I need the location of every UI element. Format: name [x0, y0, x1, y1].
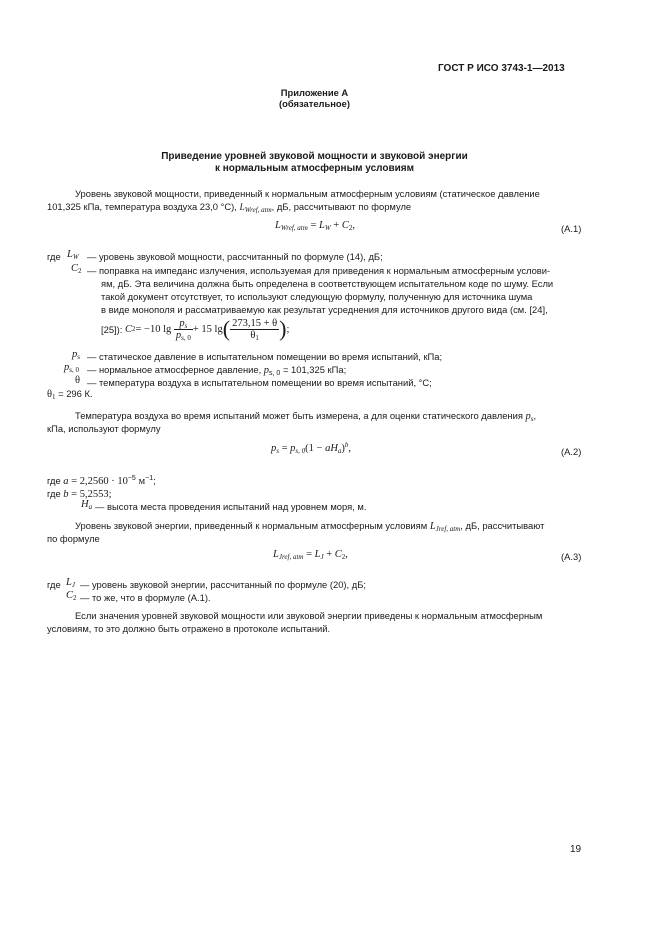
where-theta-symbol: θ: [75, 375, 81, 386]
where-lw-text: — уровень звуковой мощности, рассчитанный по формуле (14), дБ;: [87, 251, 383, 262]
where-c2-line3: такой документ отсутствует, то используют следующую формулу, полученную для источника шума: [101, 291, 533, 302]
annex-status: (обязательное): [279, 98, 350, 109]
where-c2b-text: — то же, что в формуле (A.1).: [80, 592, 211, 603]
where-lj-prefix: где: [47, 579, 61, 590]
where-ps-symbol: $p_s$: [72, 349, 80, 361]
where-lj-symbol: $L_J$: [66, 577, 75, 589]
section-title-line1: Приведение уровней звуковой мощности и звуковой энергии: [161, 151, 468, 162]
formula-a2-label: (A.2): [561, 446, 582, 457]
fraction-temp: $\frac{273,15 + \theta}{\theta_1}$: [232, 317, 278, 342]
where-c2-line4: в виде монополя и рассматриваемую как результат усреднения для источников другого вида (см. [24],: [101, 304, 548, 315]
formula-c2: [25]): C 2 = −10 lg $\frac{p_s}{p_{s, 0}}$ + 15 lg ( $\frac{273,15 + \theta}{\theta_1}$ ) ;: [101, 316, 290, 342]
page-number: 19: [570, 844, 582, 855]
formula-a1: $L_{Wref, atm} = L_W + C_2$,: [275, 220, 355, 232]
where-ps0-text: — нормальное атмосферное давление, $p_{s, 0} = 101,325$ кПа;: [87, 364, 347, 377]
where-theta1: $\theta_1 = 296$ К.: [47, 388, 93, 401]
para2-line2: кПа, используют формулу: [47, 423, 161, 434]
formula-a1-label: (A.1): [561, 223, 582, 234]
where-ps0-symbol: $p_{s, 0}$: [64, 362, 79, 374]
where-theta-text: — температура воздуха в испытательном помещении во время испытаний, °С;: [87, 377, 432, 388]
where-lj-text: — уровень звуковой энергии, рассчитанный по формуле (20), дБ;: [80, 579, 366, 590]
where-c2-symbol: $C_2$: [71, 263, 82, 275]
para3-line2: по формуле: [47, 533, 100, 544]
formula-a3-label: (A.3): [561, 551, 582, 562]
where-h-symbol: $H_a$: [81, 499, 93, 511]
para4-line2: условиям, то это должно быть отражено в протоколе испытаний.: [47, 623, 331, 634]
section-title-line2: к нормальным атмосферным условиям: [214, 163, 415, 174]
standard-header: ГОСТ Р ИСО 3743-1—2013: [438, 63, 565, 74]
where-h-text: — высота места проведения испытаний над уровнем моря, м.: [95, 501, 367, 512]
para2-line1: Температура воздуха во время испытаний может быть измерена, а для оценки статического давления $p_s$,: [75, 410, 537, 423]
annex-title: Приложение А: [280, 87, 349, 98]
para1-line2: 101,325 кПа, температура воздуха 23,0 °С), $L_{Wref, atm}$, дБ, рассчитывают по формуле: [47, 201, 412, 214]
para1-line1: Уровень звуковой мощности, приведенный к нормальным атмосферным условиям (статическое давление: [75, 188, 540, 199]
formula-a2: $p_s = p_{s, 0}(1 - aH_a)^b$,: [271, 441, 352, 455]
para4-line1: Если значения уровней звуковой мощности или звуковой энергии приведены к нормальным атмосферным: [75, 610, 543, 621]
where-b: где b = 5,2553;: [47, 488, 112, 500]
where-c2b-symbol: $C_2$: [66, 590, 77, 602]
where-a: где $a = 2,2560 \cdot 10^{-5}$ $м^{-1}$;: [47, 475, 156, 487]
formula-a3: $L_{Jref, atm} = L_J + C_2$,: [273, 549, 348, 561]
where-c2-line1: — поправка на импеданс излучения, используемая для приведения к нормальным атмосферным услови-: [87, 265, 551, 276]
where-lw-prefix: где: [47, 251, 61, 262]
where-lw-symbol: $L_W$: [67, 249, 79, 261]
where-c2-line2: ям, дБ. Эта величина должна быть определена в соответствующем испытательном коде по шуму. Если: [101, 278, 554, 289]
para3-line1: Уровень звуковой энергии, приведенный к нормальным атмосферным условиям $L_{Jref, atm}$, дБ, рассчитывают: [75, 520, 545, 533]
fraction-ps: $\frac{p_s}{p_{s, 0}}$: [175, 317, 191, 342]
where-ps-text: — статическое давление в испытательном помещении во время испытаний, кПа;: [87, 351, 443, 362]
